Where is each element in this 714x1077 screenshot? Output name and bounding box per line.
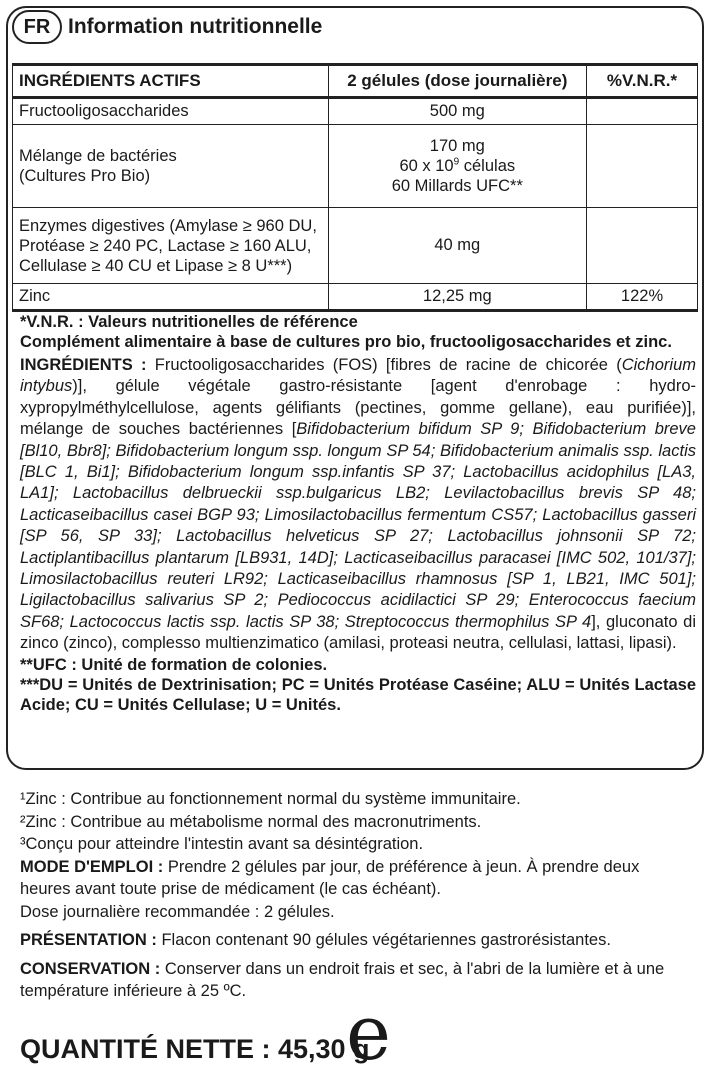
amount-exponent: 9: [453, 156, 460, 168]
units-footnote: ***DU = Unités de Dextrinisation; PC = Unités Protéase Caséine; ALU = Unités Lactase Acide; CU = Unités Cellulase; U = Unités.: [20, 675, 696, 714]
ingredient-vnr: [587, 208, 698, 284]
table-row: [13, 208, 698, 284]
usage-instructions: [20, 856, 690, 901]
ingredient-name-line: (Cultures Pro Bio): [19, 167, 151, 185]
ingredient-name-line: Protéase ≥ 240 PC, Lactase ≥ 160 ALU,: [19, 236, 312, 255]
ingredient-name-line: Mélange de bactéries: [19, 147, 177, 165]
ingredient-vnr: [587, 98, 698, 125]
claim-immune: ¹Zinc : Contribue au fonctionnement normal du système immunitaire.: [20, 790, 521, 808]
amount-line: 60 Millards UFC**: [391, 177, 523, 195]
vnr-footnote: *V.N.R. : Valeurs nutritionelles de référence: [20, 313, 358, 331]
complement-description: Complément alimentaire à base de cultures pro bio, fructooligosaccharides et zinc.: [20, 333, 672, 351]
ingredient-vnr: [587, 125, 698, 208]
storage-label: CONSERVATION :: [20, 959, 161, 978]
estimated-sign-icon: e: [346, 988, 391, 1077]
language-badge: FR: [12, 10, 62, 44]
daily-dose: Dose journalière recommandée : 2 gélules.: [20, 902, 335, 921]
header: [12, 10, 322, 44]
table-row: [13, 284, 698, 311]
ingredient-amount: 40 mg: [328, 208, 587, 284]
amount-line: [335, 156, 581, 176]
net-quantity: QUANTITÉ NETTE : 45,30 g: [20, 1034, 370, 1064]
amount-text: células: [459, 157, 516, 175]
header-vnr: %V.N.R.*: [587, 65, 698, 98]
table-row: [13, 125, 698, 208]
claim-intestine: ³Conçu pour atteindre l'intestin avant sa désintégration.: [20, 835, 424, 853]
storage-text: Conserver dans un endroit frais et sec, à l'abri de la lumière et à une température inférieure à 25 ºC.: [20, 959, 665, 1000]
presentation-label: PRÉSENTATION :: [20, 931, 157, 949]
ingredient-amount: 12,25 mg: [328, 284, 587, 311]
nutrition-table: [12, 63, 698, 312]
header-dose: 2 gélules (dose journalière): [328, 65, 587, 98]
presentation-text: Flacon contenant 90 gélules végétariennes gastrorésistantes.: [156, 931, 611, 949]
panel-title: Information nutritionnelle: [68, 15, 323, 38]
ingredients-text: ], gluconato di zinco (zinco), complesso multienzimatico (amilasi, proteasi neutra, cellulasi, lattasi, lipasi).: [20, 612, 696, 653]
ingredient-amount: [328, 125, 587, 208]
ufc-footnote: **UFC : Unité de formation de colonies.: [20, 655, 328, 674]
ingredients-text: )], gélule végétale gastro-résistante [agent d'enrobage : hydro-xypropylméthylcellulose, agents gélifiants (pectines, gomme gellane), eau purifiée)], mélange de souches bactériennes [: [20, 377, 696, 439]
ingredients-list: [20, 355, 696, 655]
usage-label: MODE D'EMPLOI :: [20, 857, 164, 876]
table-row: [13, 98, 698, 125]
usage-section: [20, 788, 690, 1003]
amount-text: 60 x 10: [399, 157, 454, 175]
ingredient-name-line: Cellulase ≥ 40 CU et Lipase ≥ 8 U***): [19, 256, 293, 275]
ingredients-latin: Cichorium intybus: [20, 356, 696, 396]
ingredients-label: INGRÉDIENTS :: [20, 356, 147, 374]
ingredient-amount: 500 mg: [328, 98, 587, 125]
notes-section: [20, 312, 696, 715]
amount-line: 170 mg: [429, 137, 485, 155]
ingredient-name: Zinc: [13, 284, 329, 311]
claim-metabolism: ²Zinc : Contribue au métabolisme normal des macronutriments.: [20, 812, 482, 831]
ingredient-name: [13, 208, 329, 284]
usage-text: Prendre 2 gélules par jour, de préférence à jeun. À prendre deux heures avant toute prise de médicament (le cas échéant).: [20, 857, 640, 898]
bacteria-strains: Bifidobacterium bifidum SP 9; Bifidobacterium breve [Bl10, Bbr8]; Bifidobacterium longum ssp. longum SP 54; Bifidobacterium animalis ssp. lactis [BLC 1, Bi1]; Bifidobacterium longum ssp.infantis SP 37; Lactobacillus acidophilus [LA3, LA1]; Lactobacillus delbrueckii ssp.bulgaricus LB2; Levilactobacillus brevis SP 48; Lacticaseibacillus casei BGP 93; Limosilactobacillus fermentum CS57; Lactobacillus gasseri [SP 56, SP 33]; Lactobacillus helveticus SP 27; Lactobacillus johnsonii SP 72; Lactiplantibacillus plantarum [LB931, 14D]; Lacticaseibacillus paracasei [IMC 502, 101/37]; Limosilactobacillus reuteri LR92; Lacticaseibacillus rhamnosus [SP 1, LB21, IMC 501]; Ligilactobacillus salivarius SP 2; Pediococcus acidilactici SP 29; Enterococcus faecium SF68; Lactococcus lactis ssp. lactis SP 38; Streptococcus thermophilus SP 4: [20, 420, 696, 631]
presentation: [20, 929, 690, 952]
header-ingredients: INGRÉDIENTS ACTIFS: [13, 65, 329, 98]
ingredient-name: [13, 125, 329, 208]
table-header-row: [13, 65, 698, 98]
ingredient-name: Fructooligosaccharides: [13, 98, 329, 125]
ingredients-text: Fructooligosaccharides (FOS) [fibres de racine de chicorée (: [146, 356, 622, 374]
ingredient-vnr: 122%: [587, 284, 698, 311]
ingredient-name-line: Enzymes digestives (Amylase ≥ 960 DU,: [19, 216, 317, 235]
